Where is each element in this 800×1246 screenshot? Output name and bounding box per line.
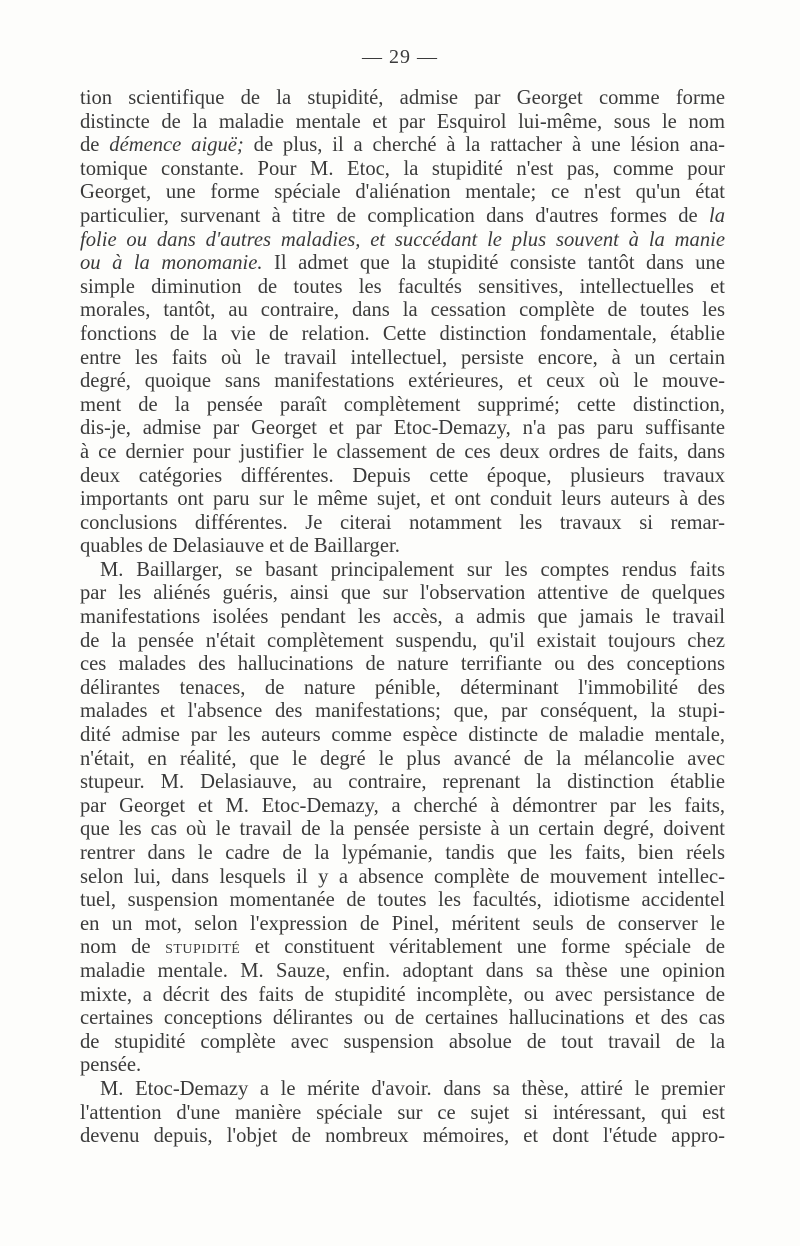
line-text: par Georget et M. Etoc-Demazy, a cherché à démontrer par les faits, [80,794,725,817]
text-line [80,488,725,512]
text-line [80,181,725,205]
line-text: deux catégories différentes. Depuis cette époque, plusieurs travaux [80,464,725,487]
line-text: simple diminution de toutes les facultés sensitives, intellectuelles et [80,275,725,298]
text-line [80,1078,725,1102]
line-text: M. Etoc-Demazy a le mérite d'avoir. dans sa thèse, attiré le premier [100,1077,725,1100]
line-text: l'attention d'une manière spéciale sur ce sujet si intéressant, qui est [80,1101,725,1124]
line-text: certaines conceptions délirantes ou de certaines hallucinations et des cas [80,1007,725,1030]
text-line [80,465,725,489]
small-caps-text: stupidité [165,936,241,959]
line-text: tuel, suspension momentanée de toutes les facultés, idiotisme accidentel [80,889,725,912]
text-line [80,818,725,842]
text-line [80,984,725,1008]
line-text: de la pensée n'était complètement suspendu, qu'il existait toujours chez [80,629,725,652]
text-line [80,795,725,819]
italic-text: ou à la monomanie. [80,252,263,275]
line-text: ment de la pensée paraît complètement supprimé; cette distinction, [80,393,725,416]
text-line [80,323,725,347]
line-text: degré, quoique sans manifestations extérieures, et ceux où le mouve- [80,370,725,393]
line-text: de plus, il a cherché à la rattacher à une lésion ana- [243,134,725,157]
text-line [80,960,725,984]
text-line [80,582,725,606]
text-line [80,87,725,111]
line-text: entre les faits où le travail intellectuel, persiste encore, à un certain [80,346,725,369]
text-line [80,936,725,960]
line-text: M. Baillarger, se basant principalement sur les comptes rendus faits [100,558,725,581]
text-line [80,866,725,890]
text-line [80,229,725,253]
text-line [80,771,725,795]
text-line [80,630,725,654]
line-text: délirantes tenaces, de nature pénible, déterminant l'immobilité des [80,676,725,699]
line-text: en un mot, selon l'expression de Pinel, méritent seuls de conserver le [80,912,725,935]
line-text: tomique constante. Pour M. Etoc, la stupidité n'est pas, comme pour [80,157,725,180]
text-line [80,441,725,465]
body-text [80,87,725,1149]
line-text: distincte de la maladie mentale et par Esquirol lui-même, sous le nom [80,110,725,133]
line-text: à ce dernier pour justifier le classement de ces deux ordres de faits, dans [80,440,725,463]
line-text: de [80,134,110,157]
line-text: de stupidité complète avec suspension absolue de tout travail de la [80,1030,725,1053]
line-text: dité admise par les auteurs comme espèce distincte de maladie mentale, [80,724,725,747]
line-text: ces malades des hallucinations de nature terrifiante ou des conceptions [80,653,725,676]
text-line [80,677,725,701]
text-line [80,299,725,323]
text-line [80,276,725,300]
line-text: n'était, en réalité, que le degré le plus avancé de la mélancolie avec [80,747,725,770]
text-line [80,1102,725,1126]
text-line [80,394,725,418]
italic-text: la [708,204,725,227]
text-line [80,512,725,536]
line-text: rentrer dans le cadre de la lypémanie, tandis que les faits, bien réels [80,842,725,864]
line-text: Il admet que la stupidité consiste tantôt dans une [262,252,725,275]
text-line [80,111,725,135]
line-text: nom de [80,936,166,959]
text-line [80,417,725,441]
text-line [80,205,725,229]
text-line [80,1054,725,1078]
text-line [80,158,725,182]
text-line [80,535,725,559]
line-text: stupeur. M. Delasiauve, au contraire, reprenant la distinction établie [80,771,725,794]
text-line [80,252,725,276]
line-text: morales, tantôt, au contraire, dans la cessation complète de toutes les [80,299,725,322]
line-text: Georget, une forme spéciale d'aliénation mentale; ce n'est qu'un état [80,181,725,204]
line-text: et constituent véritablement une forme spéciale de [240,936,725,959]
line-text: selon lui, dans lesquels il y a absence complète de mouvement intellec- [80,865,725,888]
text-line [80,347,725,371]
line-text: maladie mentale. M. Sauze, enfin. adoptant dans sa thèse une opinion [80,959,725,982]
text-line [80,748,725,772]
italic-text: folie ou dans d'autres maladies, et succédant le plus souvent à la manie [80,228,725,251]
line-text: mixte, a décrit des faits de stupidité incomplète, ou avec persistance de [80,983,725,1006]
line-text: dis-je, admise par Georget et par Etoc-Demazy, n'a pas paru suffisante [80,417,725,440]
line-text: manifestations isolées pendant les accès, a admis que jamais le travail [80,606,725,629]
text-line [80,913,725,937]
italic-text: démence aiguë; [109,134,244,157]
text-line [80,653,725,677]
page-number: — 29 — [362,46,438,68]
text-line [80,724,725,748]
line-text: pensée. [80,1054,142,1077]
text-line [80,842,725,866]
text-line [80,134,725,158]
text-line [80,606,725,630]
line-text: que les cas où le travail de la pensée persiste à un certain degré, doivent [80,818,725,841]
line-text: conclusions différentes. Je citerai notamment les travaux si remar- [80,511,725,534]
text-line [80,889,725,913]
text-line [80,370,725,394]
line-text: devenu depuis, l'objet de nombreux mémoires, et dont l'étude appro- [80,1125,725,1148]
line-text: tion scientifique de la stupidité, admise par Georget comme forme [80,87,725,109]
text-line [80,700,725,724]
text-line [80,1125,725,1149]
line-text: malades et l'absence des manifestations; que, par conséquent, la stupi- [80,700,725,723]
line-text: quables de Delasiauve et de Baillarger. [80,535,400,558]
text-line [80,1031,725,1055]
line-text: particulier, survenant à titre de complication dans d'autres formes de [80,204,709,227]
text-line [80,559,725,583]
text-line [80,1007,725,1031]
line-text: par les aliénés guéris, ainsi que sur l'observation attentive de quelques [80,582,725,605]
line-text: importants ont paru sur le même sujet, et ont conduit leurs auteurs à des [80,488,725,511]
line-text: fonctions de la vie de relation. Cette distinction fondamentale, établie [80,322,725,345]
